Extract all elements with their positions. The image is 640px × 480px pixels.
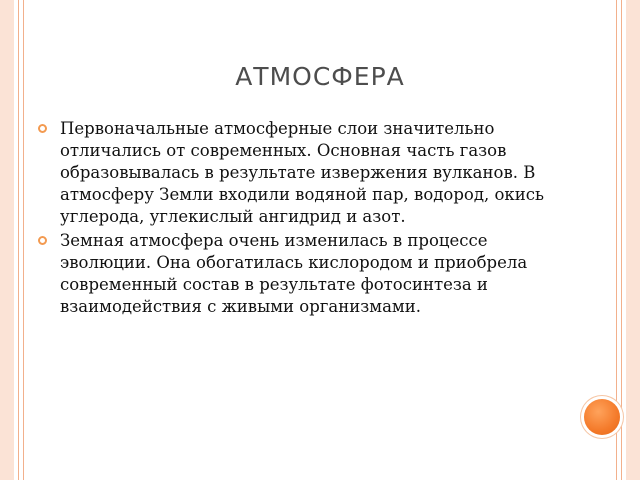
- frame-line: [621, 0, 622, 480]
- orange-circle-icon: [584, 399, 620, 435]
- bullet-circle-icon: [38, 236, 47, 245]
- frame-line: [23, 0, 24, 480]
- bullet-text: Земная атмосфера очень изменилась в процессе эволюции. Она обогатилась кислородом и приобрела современный состав в результате фотосинтеза и взаимодействия с живыми организмами.: [60, 231, 528, 316]
- bullet-list: [38, 118, 568, 320]
- slide-title: АТМОСФЕРА: [235, 62, 405, 91]
- bullet-item: [38, 230, 568, 318]
- slide: [14, 0, 626, 480]
- bullet-circle-icon: [38, 124, 47, 133]
- bullet-item: [38, 118, 568, 228]
- frame-line: [18, 0, 19, 480]
- bullet-text: Первоначальные атмосферные слои значительно отличались от современных. Основная часть газов образовывалась в результате извержения вулканов. В атмосферу Земли входили водяной пар, водород, окись углерода, углекислый ангидрид и азот.: [60, 119, 544, 226]
